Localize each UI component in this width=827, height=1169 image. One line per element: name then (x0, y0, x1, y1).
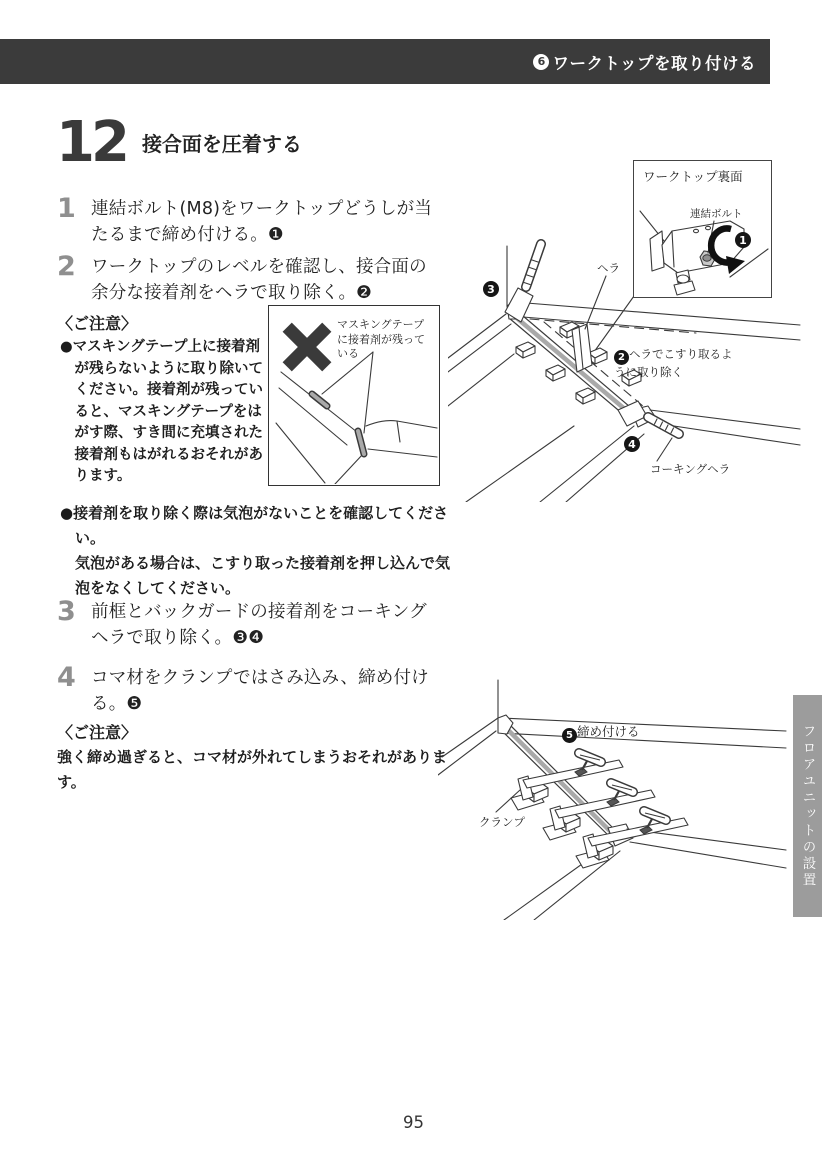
step-12-title: 接合面を圧着する (141, 132, 302, 156)
adhesive-residue (312, 394, 364, 454)
caulking-spatula-top (505, 244, 541, 322)
substep-3-text: 前框とバックガードの接着剤をコーキングヘラで取り除く。❸❹ (91, 602, 427, 648)
inset-title: ワークトップ裏面 (643, 169, 743, 184)
step-12-heading (56, 110, 302, 175)
callout-3-badge: 3 (483, 281, 499, 297)
section-tab (793, 695, 822, 917)
callout-5-text: 締め付ける (577, 724, 640, 739)
substep-2-text: ワークトップのレベルを確認し、接合面の余分な接着剤をヘラで取り除く。❷ (91, 257, 427, 303)
connecting-bolt-label: 連結ボルト (690, 208, 743, 220)
page-number: 95 (403, 1113, 424, 1132)
caution-1-bullet-2-cont: 気泡がある場合は、こすり取った接着剤を押し込んで気泡をなくしてください。 (75, 554, 451, 597)
spatula-label: ヘラ (597, 261, 620, 275)
caulking-spatula-label: コーキングヘラ (650, 462, 731, 476)
callout-2-text: ヘラでこすり取るように取り除く (614, 347, 733, 379)
cross-mark-icon (283, 323, 332, 372)
clamp-label: クランプ (479, 815, 525, 829)
section-title: ワークトップを取り付ける (552, 53, 756, 73)
callout-2-note (614, 347, 734, 380)
substep-1 (57, 193, 439, 248)
caution-1-bullet-2-line: ●接着剤を取り除く際は気泡がないことを確認してください。 (60, 504, 449, 547)
substep-1-number: 1 (57, 193, 76, 224)
section-tab-label: フロアユニットの設置 (799, 723, 816, 889)
substep-2-number: 2 (57, 251, 76, 282)
substep-4 (57, 662, 439, 717)
section-header-bar (0, 39, 770, 84)
substep-4-number: 4 (57, 662, 76, 693)
substep-3-number: 3 (57, 596, 76, 627)
substep-1-text: 連結ボルト(M8)をワークトップどうしが当たるまで締め付ける。❶ (91, 199, 433, 245)
callout-2-badge: 2 (614, 350, 629, 365)
section-number-badge-icon: 6 (533, 54, 549, 70)
callout-1-badge: 1 (735, 232, 751, 248)
caution-1-bullet-2 (60, 501, 460, 601)
caution-2-text: 強く締め過ぎると、コマ材が外れてしまうおそれがあります。 (57, 748, 448, 791)
substep-2 (57, 251, 439, 306)
caution-2-heading: 〈ご注意〉 (57, 723, 138, 742)
substep-3 (57, 596, 439, 651)
callout-5-badge: 5 (562, 728, 577, 743)
callout-5-note (562, 722, 640, 743)
clamp-diagram (438, 678, 788, 920)
caution-1-heading: 〈ご注意〉 (57, 314, 138, 333)
caution-1-bullet-1: ●マスキングテープ上に接着剤が残らないように取り除いてください。接着剤が残っていると、マスキングテープをはがす際、すき間に充填された接着剤もはがれるおそれがあります。 (60, 339, 263, 484)
substep-4-text: コマ材をクランプではさみ込み、締め付ける。❺ (91, 668, 429, 714)
worktop-underside-figure (633, 160, 772, 298)
prohibited-example-label: マスキングテープに接着剤が残っている (337, 318, 425, 360)
prohibited-example-figure (268, 305, 440, 486)
callout-4-badge: 4 (624, 436, 640, 452)
step-12-number: 12 (56, 110, 126, 175)
